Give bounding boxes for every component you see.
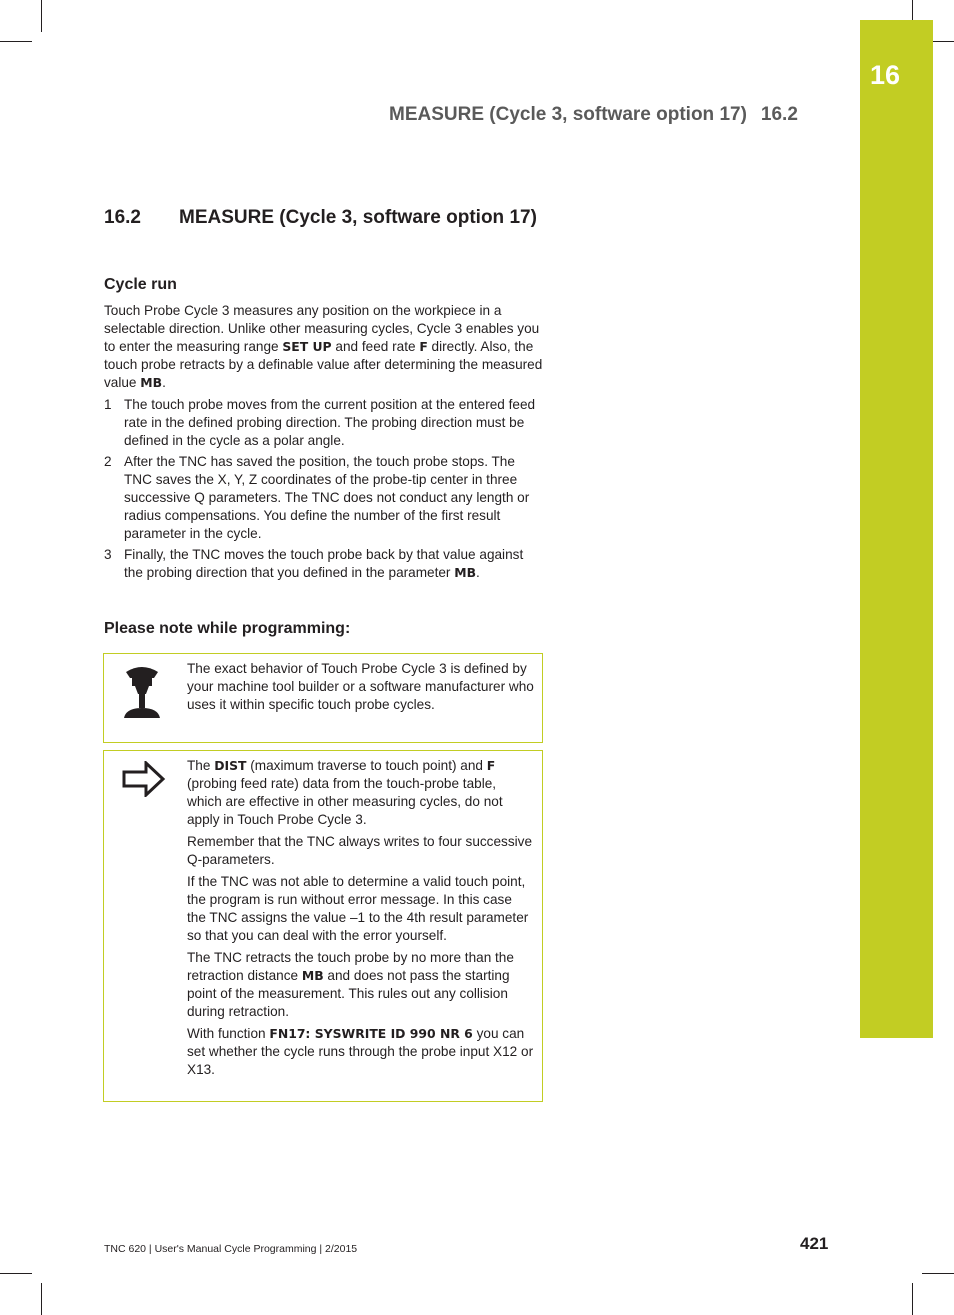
note-text: (maximum traverse to touch point) and bbox=[246, 758, 487, 773]
code-set-up: SET UP bbox=[282, 339, 332, 354]
intro-text: . bbox=[162, 375, 166, 390]
chapter-number: 16 bbox=[870, 60, 901, 90]
note-paragraph: Remember that the TNC always writes to four successive Q-parameters. bbox=[187, 834, 533, 867]
crop-mark bbox=[41, 0, 42, 32]
code-mb: MB bbox=[301, 968, 324, 983]
cycle-run-heading: Cycle run bbox=[104, 276, 177, 293]
step-number: 2 bbox=[104, 454, 112, 469]
note-text: With function bbox=[187, 1026, 270, 1041]
intro-text: and feed rate bbox=[331, 339, 420, 354]
crop-mark bbox=[0, 1273, 32, 1274]
note-text: The TNC retracts the touch probe by no more than the retraction distance bbox=[187, 950, 514, 983]
cycle-run-intro bbox=[104, 302, 544, 392]
intro-text: directly. Also, the touch probe retracts by a definable value after determining the measured value bbox=[104, 339, 543, 390]
running-title: MEASURE (Cycle 3, software option 17) bbox=[389, 104, 747, 125]
programming-notes-content bbox=[186, 751, 542, 1101]
list-item bbox=[104, 396, 544, 450]
code-mb: MB bbox=[454, 565, 477, 580]
note-text: and does not pass the starting point of the measurement. This rules out any collision during retraction. bbox=[187, 968, 510, 1019]
crop-mark bbox=[0, 41, 32, 42]
code-mb: MB bbox=[140, 375, 163, 390]
code-f: F bbox=[486, 758, 496, 773]
note-text: you can set whether the cycle runs through the probe input X12 or X13. bbox=[187, 1026, 534, 1077]
note-paragraph: If the TNC was not able to determine a valid touch point, the program is run without error message. In this case the TNC assigns the value –1 to the 4th result parameter so that you can deal with the error yourself. bbox=[187, 874, 529, 943]
crop-mark bbox=[922, 1273, 954, 1274]
note-text: (probing feed rate) data from the touch-probe table, which are effective in other measuring cycles, do not apply in Touch Probe Cycle 3. bbox=[187, 776, 503, 827]
cycle-steps bbox=[104, 396, 544, 585]
section-title-text: MEASURE (Cycle 3, software option 17) bbox=[179, 207, 537, 228]
note-paragraph bbox=[187, 757, 534, 829]
step-text: The touch probe moves from the current position at the entered feed rate in the defined probing direction. The probing direction must be defined in the cycle as a polar angle. bbox=[124, 397, 536, 448]
list-item bbox=[104, 546, 544, 582]
note-paragraph bbox=[187, 949, 534, 1021]
programming-notes-box bbox=[103, 750, 543, 1102]
running-section: 16.2 bbox=[760, 104, 798, 125]
footer-text: TNC 620 | User's Manual Cycle Programming | 2/2015 bbox=[104, 1243, 358, 1255]
arrow-right-icon bbox=[122, 761, 166, 797]
code-f: F bbox=[419, 339, 428, 354]
crop-mark bbox=[912, 1283, 913, 1315]
step-text: . bbox=[476, 565, 480, 580]
chapter-tab bbox=[860, 20, 933, 1038]
machine-note-box bbox=[103, 653, 543, 743]
step-text: After the TNC has saved the position, the touch probe stops. The TNC saves the X, Y, Z coordinates of the probe-tip center in three successive Q parameters. The TNC does not conduct any length or radius compensations. You define the number of the first result parameter in the cycle. bbox=[124, 454, 530, 541]
running-head bbox=[389, 104, 798, 126]
note-paragraph bbox=[187, 1025, 534, 1079]
machine-note-content bbox=[186, 654, 542, 742]
page-number: 421 bbox=[800, 1234, 829, 1253]
programming-heading: Please note while programming: bbox=[104, 620, 351, 637]
section-number: 16.2 bbox=[104, 207, 141, 228]
step-number: 1 bbox=[104, 397, 112, 412]
intro-text: Touch Probe Cycle 3 measures any position on the workpiece in a selectable direction. Unlike other measuring cycles, Cycle 3 enables you to enter the measuring range bbox=[104, 303, 540, 354]
machine-note-text: The exact behavior of Touch Probe Cycle 3 is defined by your machine tool builder or a software manufacturer who uses it within specific touch probe cycles. bbox=[187, 661, 534, 712]
code-dist: DIST bbox=[214, 758, 247, 773]
step-number: 3 bbox=[104, 547, 112, 562]
crop-mark bbox=[41, 1283, 42, 1315]
step-text: Finally, the TNC moves the touch probe back by that value against the probing direction that you defined in the parameter bbox=[124, 547, 524, 580]
list-item bbox=[104, 453, 544, 543]
note-text: The bbox=[187, 758, 215, 773]
machine-tool-icon bbox=[122, 664, 162, 720]
code-fn17: FN17: SYSWRITE ID 990 NR 6 bbox=[269, 1026, 473, 1041]
section-title bbox=[104, 206, 544, 229]
